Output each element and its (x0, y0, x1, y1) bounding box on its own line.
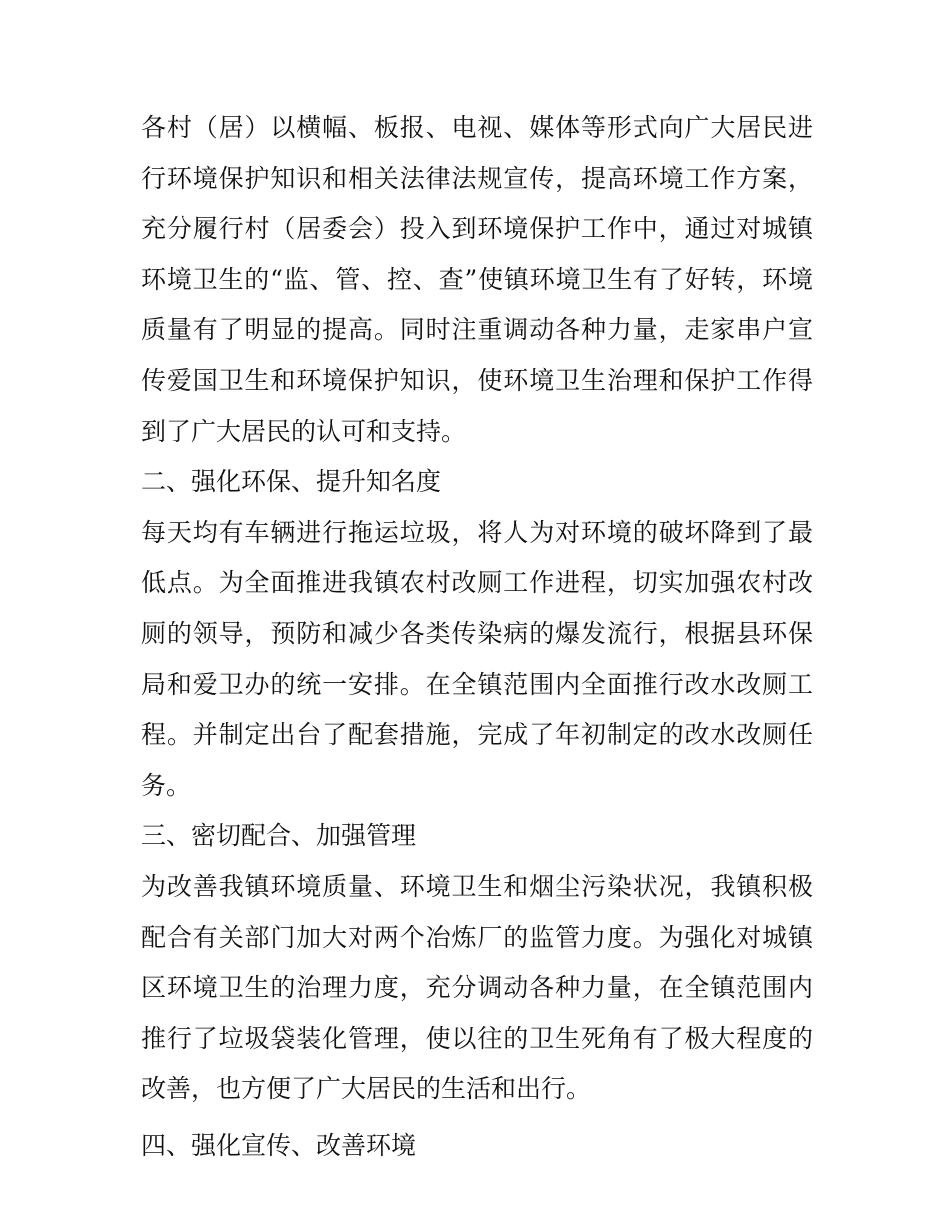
section-body-2: 每天均有车辆进行拖运垃圾，将人为对环境的破坏降到了最低点。为全面推进我镇农村改厕工作进程，切实加强农村改厕的领导，预防和减少各类传染病的爆发流行，根据县环保局和爱卫办的统一安排。在全镇范围内全面推行改水改厕工程。并制定出台了配套措施，完成了年初制定的改水改厕任务。 (141, 517, 813, 800)
intro-paragraph: 各村（居）以横幅、板报、电视、媒体等形式向广大居民进行环境保护知识和相关法律法规宣传，提高环境工作方案，充分履行村（居委会）投入到环境保护工作中，通过对城镇环境卫生的“监、管、控、查”使镇环境卫生有了好转，环境质量有了明显的提高。同时注重调动各种力量，走家串户宣传爱国卫生和环境保护知识，使环境卫生治理和保护工作得到了广大居民的认可和支持。 (141, 113, 813, 446)
section-heading-2: 二、强化环保、提升知名度 (141, 467, 442, 497)
section-body-3: 为改善我镇环境质量、环境卫生和烟尘污染状况，我镇积极配合有关部门加大对两个冶炼厂的监管力度。为强化对城镇区环境卫生的治理力度，充分调动各种力量，在全镇范围内推行了垃圾袋装化管理，使以往的卫生死角有了极大程度的改善，也方便了广大居民的生活和出行。 (141, 871, 813, 1104)
document-body (141, 103, 813, 1171)
section-heading-4: 四、强化宣传、改善环境 (141, 1130, 417, 1160)
section-heading-3: 三、密切配合、加强管理 (141, 821, 417, 851)
